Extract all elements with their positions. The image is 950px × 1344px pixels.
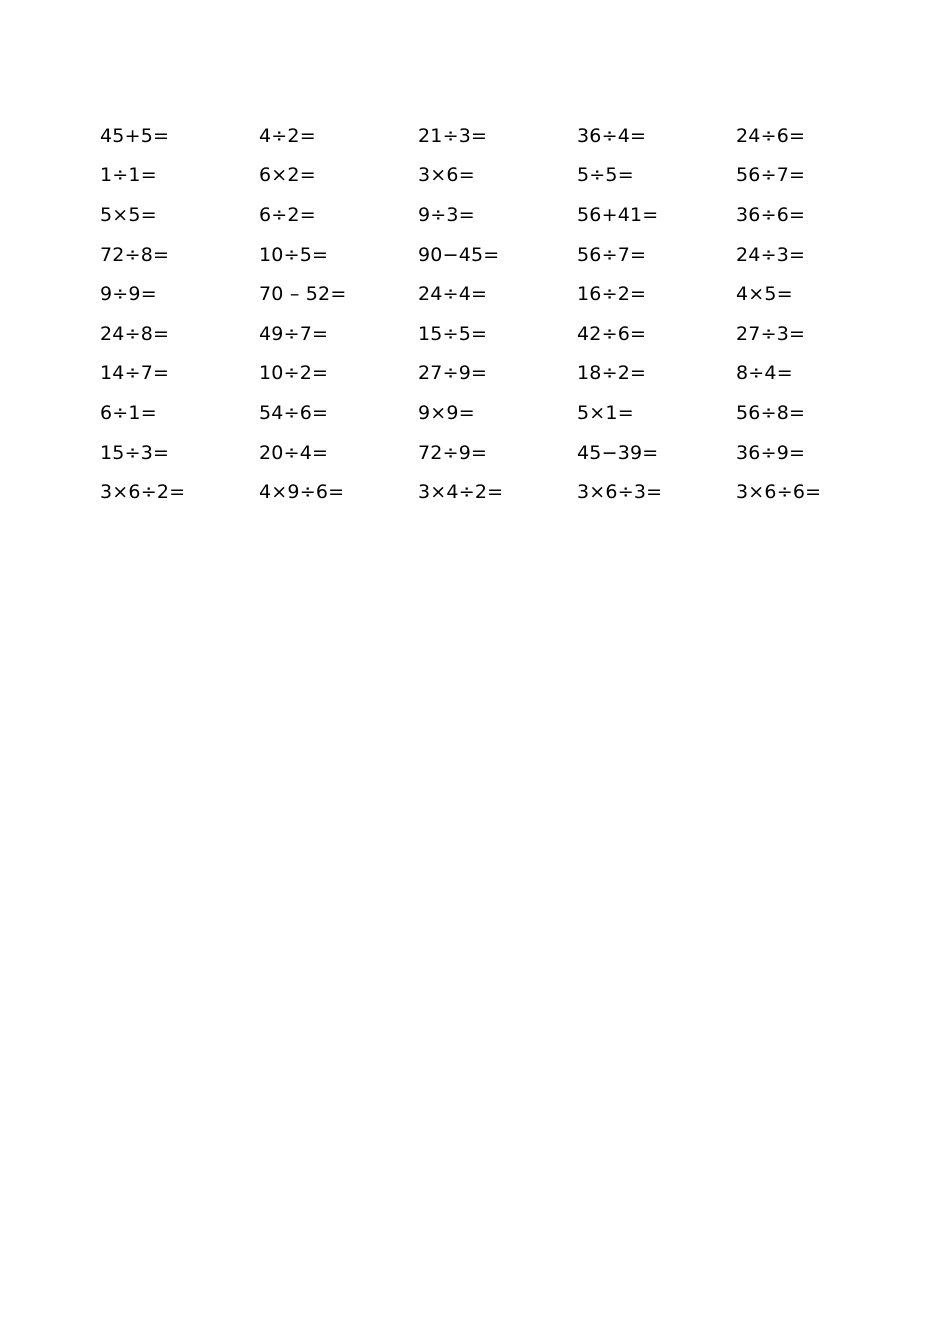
math-problem: 42÷6= [577,322,647,345]
math-problem: 8÷4= [736,362,793,385]
math-problem: 6÷1= [100,401,157,424]
math-problem: 3×6= [418,164,475,187]
math-problem: 20÷4= [259,441,329,464]
math-problem: 5÷5= [577,164,634,187]
problem-row [100,235,900,275]
arithmetic-worksheet [100,116,900,512]
math-problem: 15÷3= [100,441,170,464]
math-problem: 5×1= [577,401,634,424]
math-problem: 90−45= [418,243,500,266]
problem-row [100,393,900,433]
math-problem: 3×6÷2= [100,481,186,504]
math-problem: 56÷7= [577,243,647,266]
math-problem: 9÷9= [100,283,157,306]
math-problem: 24÷4= [418,283,488,306]
math-problem: 49÷7= [259,322,329,345]
math-problem: 6÷2= [259,203,316,226]
problem-row [100,195,900,235]
math-problem: 36÷4= [577,124,647,147]
math-problem: 24÷8= [100,322,170,345]
math-problem: 18÷2= [577,362,647,385]
problem-row [100,472,900,512]
math-problem: 9×9= [418,401,475,424]
math-problem: 21÷3= [418,124,488,147]
math-problem: 45−39= [577,441,659,464]
math-problem: 3×4÷2= [418,481,504,504]
math-problem: 10÷5= [259,243,329,266]
math-problem: 24÷3= [736,243,806,266]
math-problem: 27÷3= [736,322,806,345]
math-problem: 56÷8= [736,401,806,424]
problem-row [100,156,900,196]
math-problem: 72÷8= [100,243,170,266]
math-problem: 27÷9= [418,362,488,385]
math-problem: 54÷6= [259,401,329,424]
math-problem: 24÷6= [736,124,806,147]
math-problem: 5×5= [100,203,157,226]
math-problem: 4×9÷6= [259,481,345,504]
math-problem: 70 – 52= [259,283,347,306]
math-problem: 1÷1= [100,164,157,187]
problem-row [100,314,900,354]
problem-row [100,354,900,394]
math-problem: 9÷3= [418,203,475,226]
math-problem: 72÷9= [418,441,488,464]
math-problem: 4×5= [736,283,793,306]
math-problem: 56+41= [577,203,659,226]
problem-row [100,433,900,473]
math-problem: 36÷6= [736,203,806,226]
math-problem: 3×6÷3= [577,481,663,504]
problem-row [100,274,900,314]
math-problem: 45+5= [100,124,170,147]
math-problem: 10÷2= [259,362,329,385]
math-problem: 3×6÷6= [736,481,822,504]
math-problem: 14÷7= [100,362,170,385]
math-problem: 16÷2= [577,283,647,306]
math-problem: 56÷7= [736,164,806,187]
math-problem: 6×2= [259,164,316,187]
problem-row [100,116,900,156]
math-problem: 36÷9= [736,441,806,464]
math-problem: 4÷2= [259,124,316,147]
math-problem: 15÷5= [418,322,488,345]
